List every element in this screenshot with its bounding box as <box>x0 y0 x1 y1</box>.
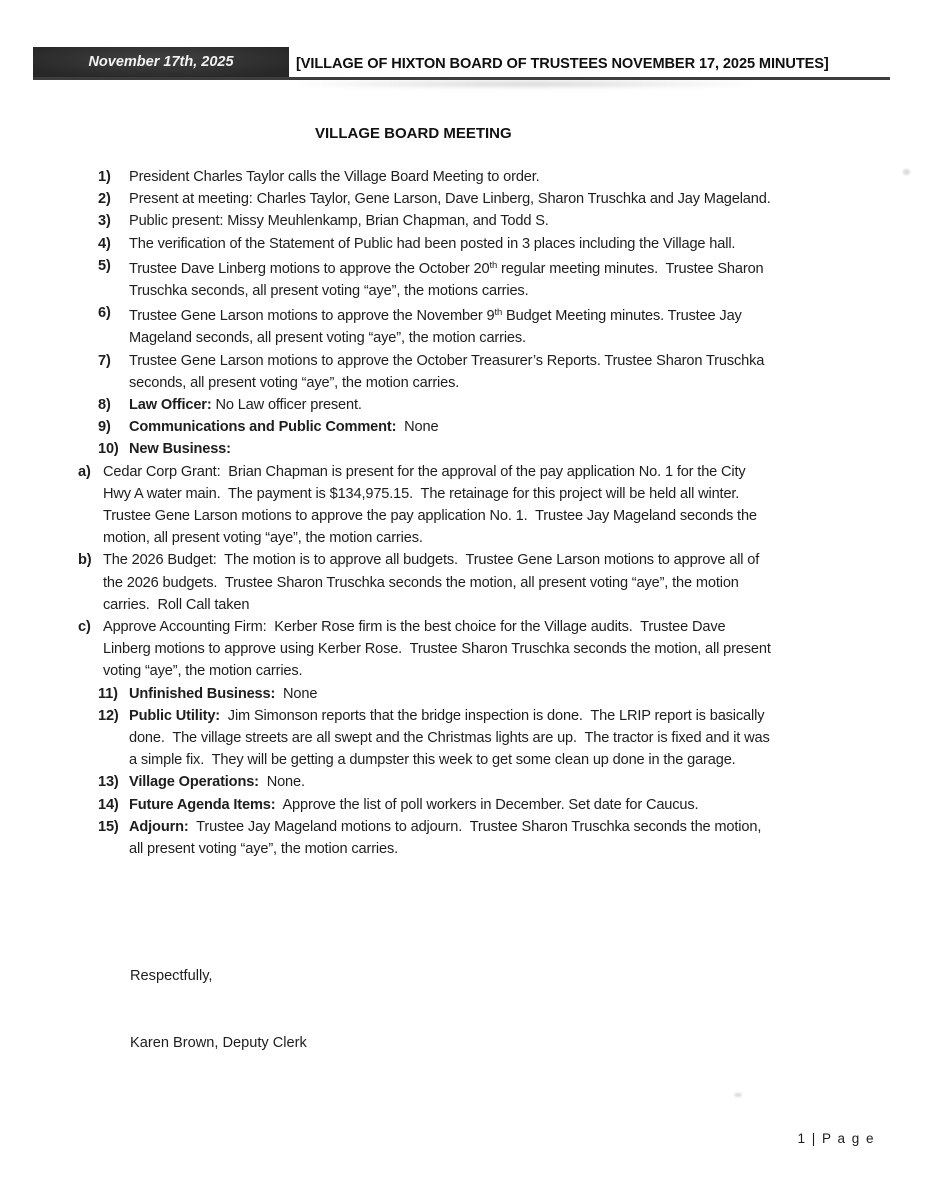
minutes-line: The 2026 Budget: The motion is to approve all budgets. Trustee Gene Larson motions to approve all of <box>103 552 760 569</box>
item-marker: 1) <box>98 169 111 185</box>
item-marker: c) <box>78 619 91 636</box>
minutes-line: Cedar Corp Grant: Brian Chapman is present for the approval of the pay application No. 1 for the City <box>103 463 746 480</box>
minutes-line: Public Utility: Jim Simonson reports that the bridge inspection is done. The LRIP report is basically <box>129 707 765 724</box>
minutes-item <box>0 616 927 683</box>
item-marker: 7) <box>98 352 111 369</box>
item-marker: 2) <box>98 191 111 208</box>
minutes-item <box>0 210 927 232</box>
minutes-line: Trustee Gene Larson motions to approve the pay application No. 1. Trustee Jay Mageland seconds the <box>103 508 757 525</box>
item-marker: 10) <box>98 441 119 458</box>
scan-speck <box>903 169 910 175</box>
minutes-line: Village Operations: None. <box>129 774 305 791</box>
minutes-line: Trustee Gene Larson motions to approve the November 9th Budget Meeting minutes. Trustee Jay <box>129 307 742 325</box>
minutes-line: seconds, all present voting “aye”, the motion carries. <box>129 374 460 391</box>
minutes-line: Public present: Missy Meuhlenkamp, Brian Chapman, and Todd S. <box>129 213 549 230</box>
minutes-list <box>0 166 927 860</box>
minutes-item <box>0 549 927 616</box>
document-heading: VILLAGE BOARD MEETING <box>315 125 512 142</box>
minutes-item <box>0 771 927 793</box>
page-number-footer: 1 | P a g e <box>797 1131 875 1146</box>
minutes-item <box>0 683 927 705</box>
minutes-line: carries. Roll Call taken <box>103 596 250 613</box>
item-marker: 14) <box>98 796 119 813</box>
item-marker: 15) <box>98 818 119 835</box>
item-marker: a) <box>78 463 91 480</box>
scan-smudge <box>285 80 765 88</box>
minutes-line: Hwy A water main. The payment is $134,975.15. The retainage for this project will be held all winter. <box>103 485 740 502</box>
minutes-item <box>0 438 927 460</box>
header-date-box <box>33 47 289 77</box>
item-marker: 5) <box>98 257 111 274</box>
minutes-line: The verification of the Statement of Public had been posted in 3 places including the Village hall. <box>129 235 736 252</box>
minutes-line: Mageland seconds, all present voting “aye”, the motion carries. <box>129 330 526 347</box>
closing-signature: Karen Brown, Deputy Clerk <box>130 1035 307 1052</box>
minutes-item <box>0 255 927 302</box>
item-marker: 12) <box>98 707 119 724</box>
minutes-line: done. The village streets are all swept and the Christmas lights are up. The tractor is fixed and it was <box>129 730 770 747</box>
minutes-line: Future Agenda Items: Approve the list of poll workers in December. Set date for Caucus. <box>129 796 699 813</box>
minutes-line: Present at meeting: Charles Taylor, Gene Larson, Dave Linberg, Sharon Truschka and Jay Mageland. <box>129 191 771 208</box>
minutes-item <box>0 416 927 438</box>
minutes-item <box>0 233 927 255</box>
closing-salutation: Respectfully, <box>130 968 213 985</box>
minutes-item <box>0 794 927 816</box>
minutes-line: Approve Accounting Firm: Kerber Rose firm is the best choice for the Village audits. Trustee Dave <box>103 619 726 636</box>
scan-speck <box>734 1093 742 1097</box>
item-marker: 9) <box>98 419 111 436</box>
minutes-line: Adjourn: Trustee Jay Mageland motions to adjourn. Trustee Sharon Truschka seconds the motion, <box>129 818 762 835</box>
minutes-item <box>0 166 927 188</box>
minutes-line: New Business: <box>129 441 231 458</box>
minutes-item <box>0 188 927 210</box>
item-marker: 4) <box>98 235 111 252</box>
minutes-line: voting “aye”, the motion carries. <box>103 663 303 680</box>
minutes-line: Trustee Gene Larson motions to approve the October Treasurer’s Reports. Trustee Sharon Truschka <box>129 352 765 369</box>
minutes-line: a simple fix. They will be getting a dumpster this week to get some clean up done in the garage. <box>129 752 736 769</box>
minutes-line: President Charles Taylor calls the Village Board Meeting to order. <box>129 169 540 185</box>
minutes-line: Unfinished Business: None <box>129 685 318 702</box>
minutes-line: Law Officer: No Law officer present. <box>129 397 362 414</box>
signature-block <box>130 921 307 1099</box>
item-marker: b) <box>78 552 92 569</box>
header-date: November 17th, 2025 <box>88 54 234 70</box>
item-marker: 11) <box>98 685 118 702</box>
item-marker: 13) <box>98 774 119 791</box>
header-title: [VILLAGE OF HIXTON BOARD OF TRUSTEES NOVEMBER 17, 2025 MINUTES] <box>296 56 829 72</box>
item-marker: 6) <box>98 305 111 322</box>
minutes-line: Truschka seconds, all present voting “aye”, the motions carries. <box>129 283 529 300</box>
minutes-line: Communications and Public Comment: None <box>129 419 439 436</box>
minutes-line: motion, all present voting “aye”, the motion carries. <box>103 530 423 547</box>
minutes-line: Trustee Dave Linberg motions to approve the October 20th regular meeting minutes. Trustee Sharon <box>129 259 764 277</box>
minutes-item <box>0 394 927 416</box>
minutes-line: all present voting “aye”, the motion carries. <box>129 841 399 858</box>
minutes-item <box>0 350 927 394</box>
minutes-line: Linberg motions to approve using Kerber Rose. Trustee Sharon Truschka seconds the motion, all present <box>103 641 771 658</box>
minutes-item <box>0 816 927 860</box>
item-marker: 8) <box>98 397 111 414</box>
minutes-item <box>0 461 927 550</box>
minutes-item <box>0 705 927 772</box>
minutes-line: the 2026 budgets. Trustee Sharon Truschka seconds the motion, all present voting “aye”, the motion <box>103 574 739 591</box>
item-marker: 3) <box>98 213 111 230</box>
minutes-item <box>0 302 927 349</box>
